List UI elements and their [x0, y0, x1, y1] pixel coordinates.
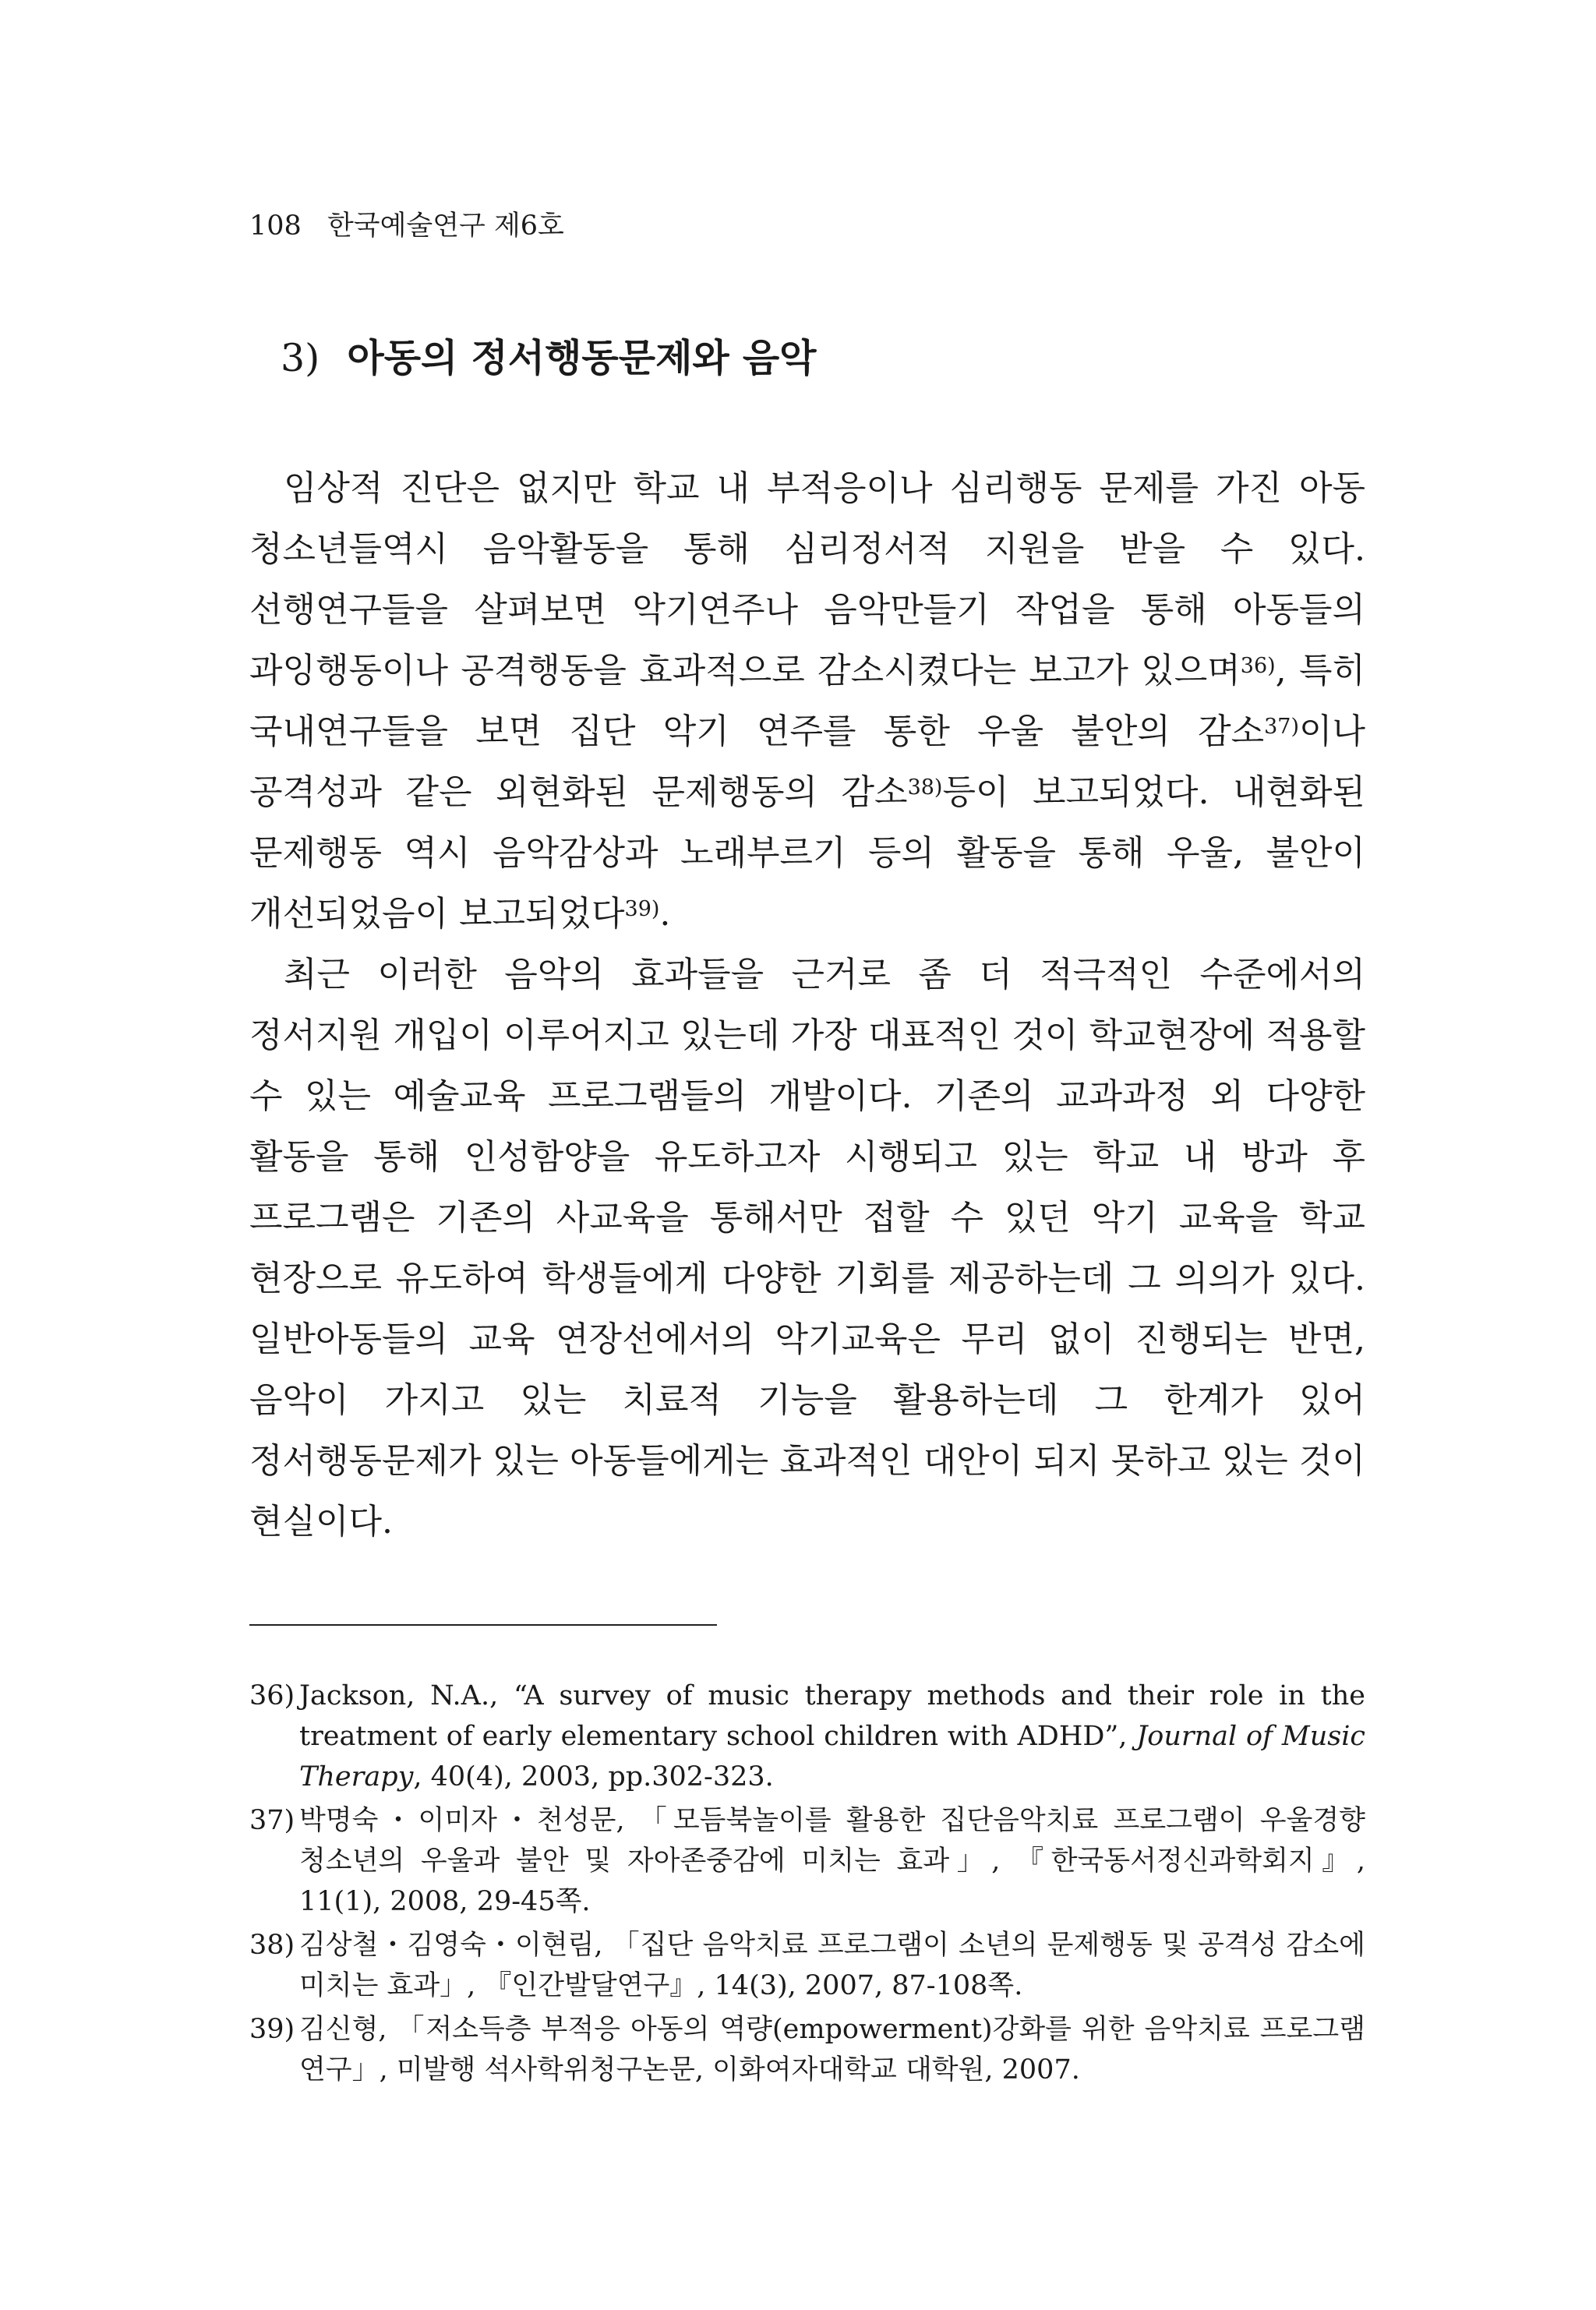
body-paragraph: [249, 458, 1365, 945]
footnote-reference: 37): [1264, 715, 1299, 739]
footnote: [249, 1800, 1365, 1922]
footnote-reference: 39): [624, 897, 660, 921]
citation-text: 박명숙・이미자・천성문, 「모듬북놀이를 활용한 집단음악치료 프로그램이 우울경향 청소년의 우울과 불안 및 자아존중감에 미치는 효과」, 『한국동서정신과학회지』, 11(1), 2008, 29-45쪽.: [299, 1805, 1365, 1917]
footnote-text: [299, 2009, 1365, 2090]
footnote-divider: [249, 1624, 717, 1626]
section-title-text: 아동의 정서행동문제와 음악: [347, 335, 817, 380]
footnote-number: 36): [249, 1680, 295, 1711]
footnote: [249, 1925, 1365, 2006]
running-header: [249, 209, 564, 243]
paragraph-text: .: [659, 894, 671, 934]
footnote: [249, 1676, 1365, 1797]
footnote-text: [299, 1676, 1365, 1797]
citation-text: 김상철・김영숙・이현림, 「집단 음악치료 프로그램이 소년의 문제행동 및 공격성 감소에 미치는 효과」, 『인간발달연구』, 14(3), 2007, 87-108쪽.: [299, 1930, 1365, 2001]
paragraph-text: 등이 보고되었다. 내현화된 문제행동 역시 음악감상과 노래부르기 등의 활동을 통해 우울, 불안이 개선되었음이 보고되었다: [249, 772, 1365, 934]
paragraph-text: 임상적 진단은 없지만 학교 내 부적응이나 심리행동 문제를 가진 아동 청소년들역시 음악활동을 통해 심리정서적 지원을 받을 수 있다. 선행연구들을 살펴보면 악기연주나 음악만들기 작업을 통해 아동들의 과잉행동이나 공격행동을 효과적으로 감소시켰다는 보고가 있으며: [249, 468, 1365, 691]
footnote-reference: 36): [1240, 654, 1276, 678]
journal-name: Journal of Music Therapy: [299, 1721, 1365, 1793]
footnotes: [249, 1676, 1365, 2093]
footnote-number: 37): [249, 1805, 295, 1836]
footnote-text: [299, 1800, 1365, 1922]
citation-text: Jackson, N.A., “A survey of music therapy methods and their role in the treatment of early elementary school children with ADHD”,: [299, 1680, 1365, 1752]
section-heading: [281, 334, 817, 383]
footnote-number: 39): [249, 2014, 295, 2045]
footnote-text: [299, 1925, 1365, 2006]
body-paragraph: [249, 945, 1365, 1552]
section-marker: 3): [281, 336, 320, 380]
paragraph-text: , 특히 국내연구들을 보면 집단 악기 연주를 통한 우울 불안의 감소: [249, 651, 1365, 751]
footnote-number: 38): [249, 1930, 295, 1961]
footnote-reference: 38): [907, 775, 943, 800]
page-number: 108: [249, 210, 302, 242]
paragraph-text: 최근 이러한 음악의 효과들을 근거로 좀 더 적극적인 수준에서의 정서지원 개입이 이루어지고 있는데 가장 대표적인 것이 학교현장에 적용할 수 있는 예술교육 프로그램들의 개발이다. 기존의 교과과정 외 다양한 활동을 통해 인성함양을 유도하고자 시행되고 있는 학교 내 방과 후 프로그램은 기존의 사교육을 통해서만 접할 수 있던 악기 교육을 학교 현장으로 유도하여 학생들에게 다양한 기회를 제공하는데 그 의의가 있다. 일반아동들의 교육 연장선에서의 악기교육은 무리 없이 진행되는 반면, 음악이 가지고 있는 치료적 기능을 활용하는데 그 한계가 있어 정서행동문제가 있는 아동들에게는 효과적인 대안이 되지 못하고 있는 것이 현실이다.: [249, 955, 1365, 1542]
journal-title: 한국예술연구 제6호: [327, 210, 564, 242]
body-text: [249, 458, 1365, 1552]
citation-text: 김신형, 「저소득층 부적응 아동의 역량(empowerment)강화를 위한 음악치료 프로그램 연구」, 미발행 석사학위청구논문, 이화여자대학교 대학원, 2007.: [299, 2014, 1365, 2086]
footnote: [249, 2009, 1365, 2090]
citation-text: , 40(4), 2003, pp.302-323.: [413, 1761, 774, 1793]
paragraph-text: 이나 공격성과 같은 외현화된 문제행동의 감소: [249, 712, 1365, 812]
